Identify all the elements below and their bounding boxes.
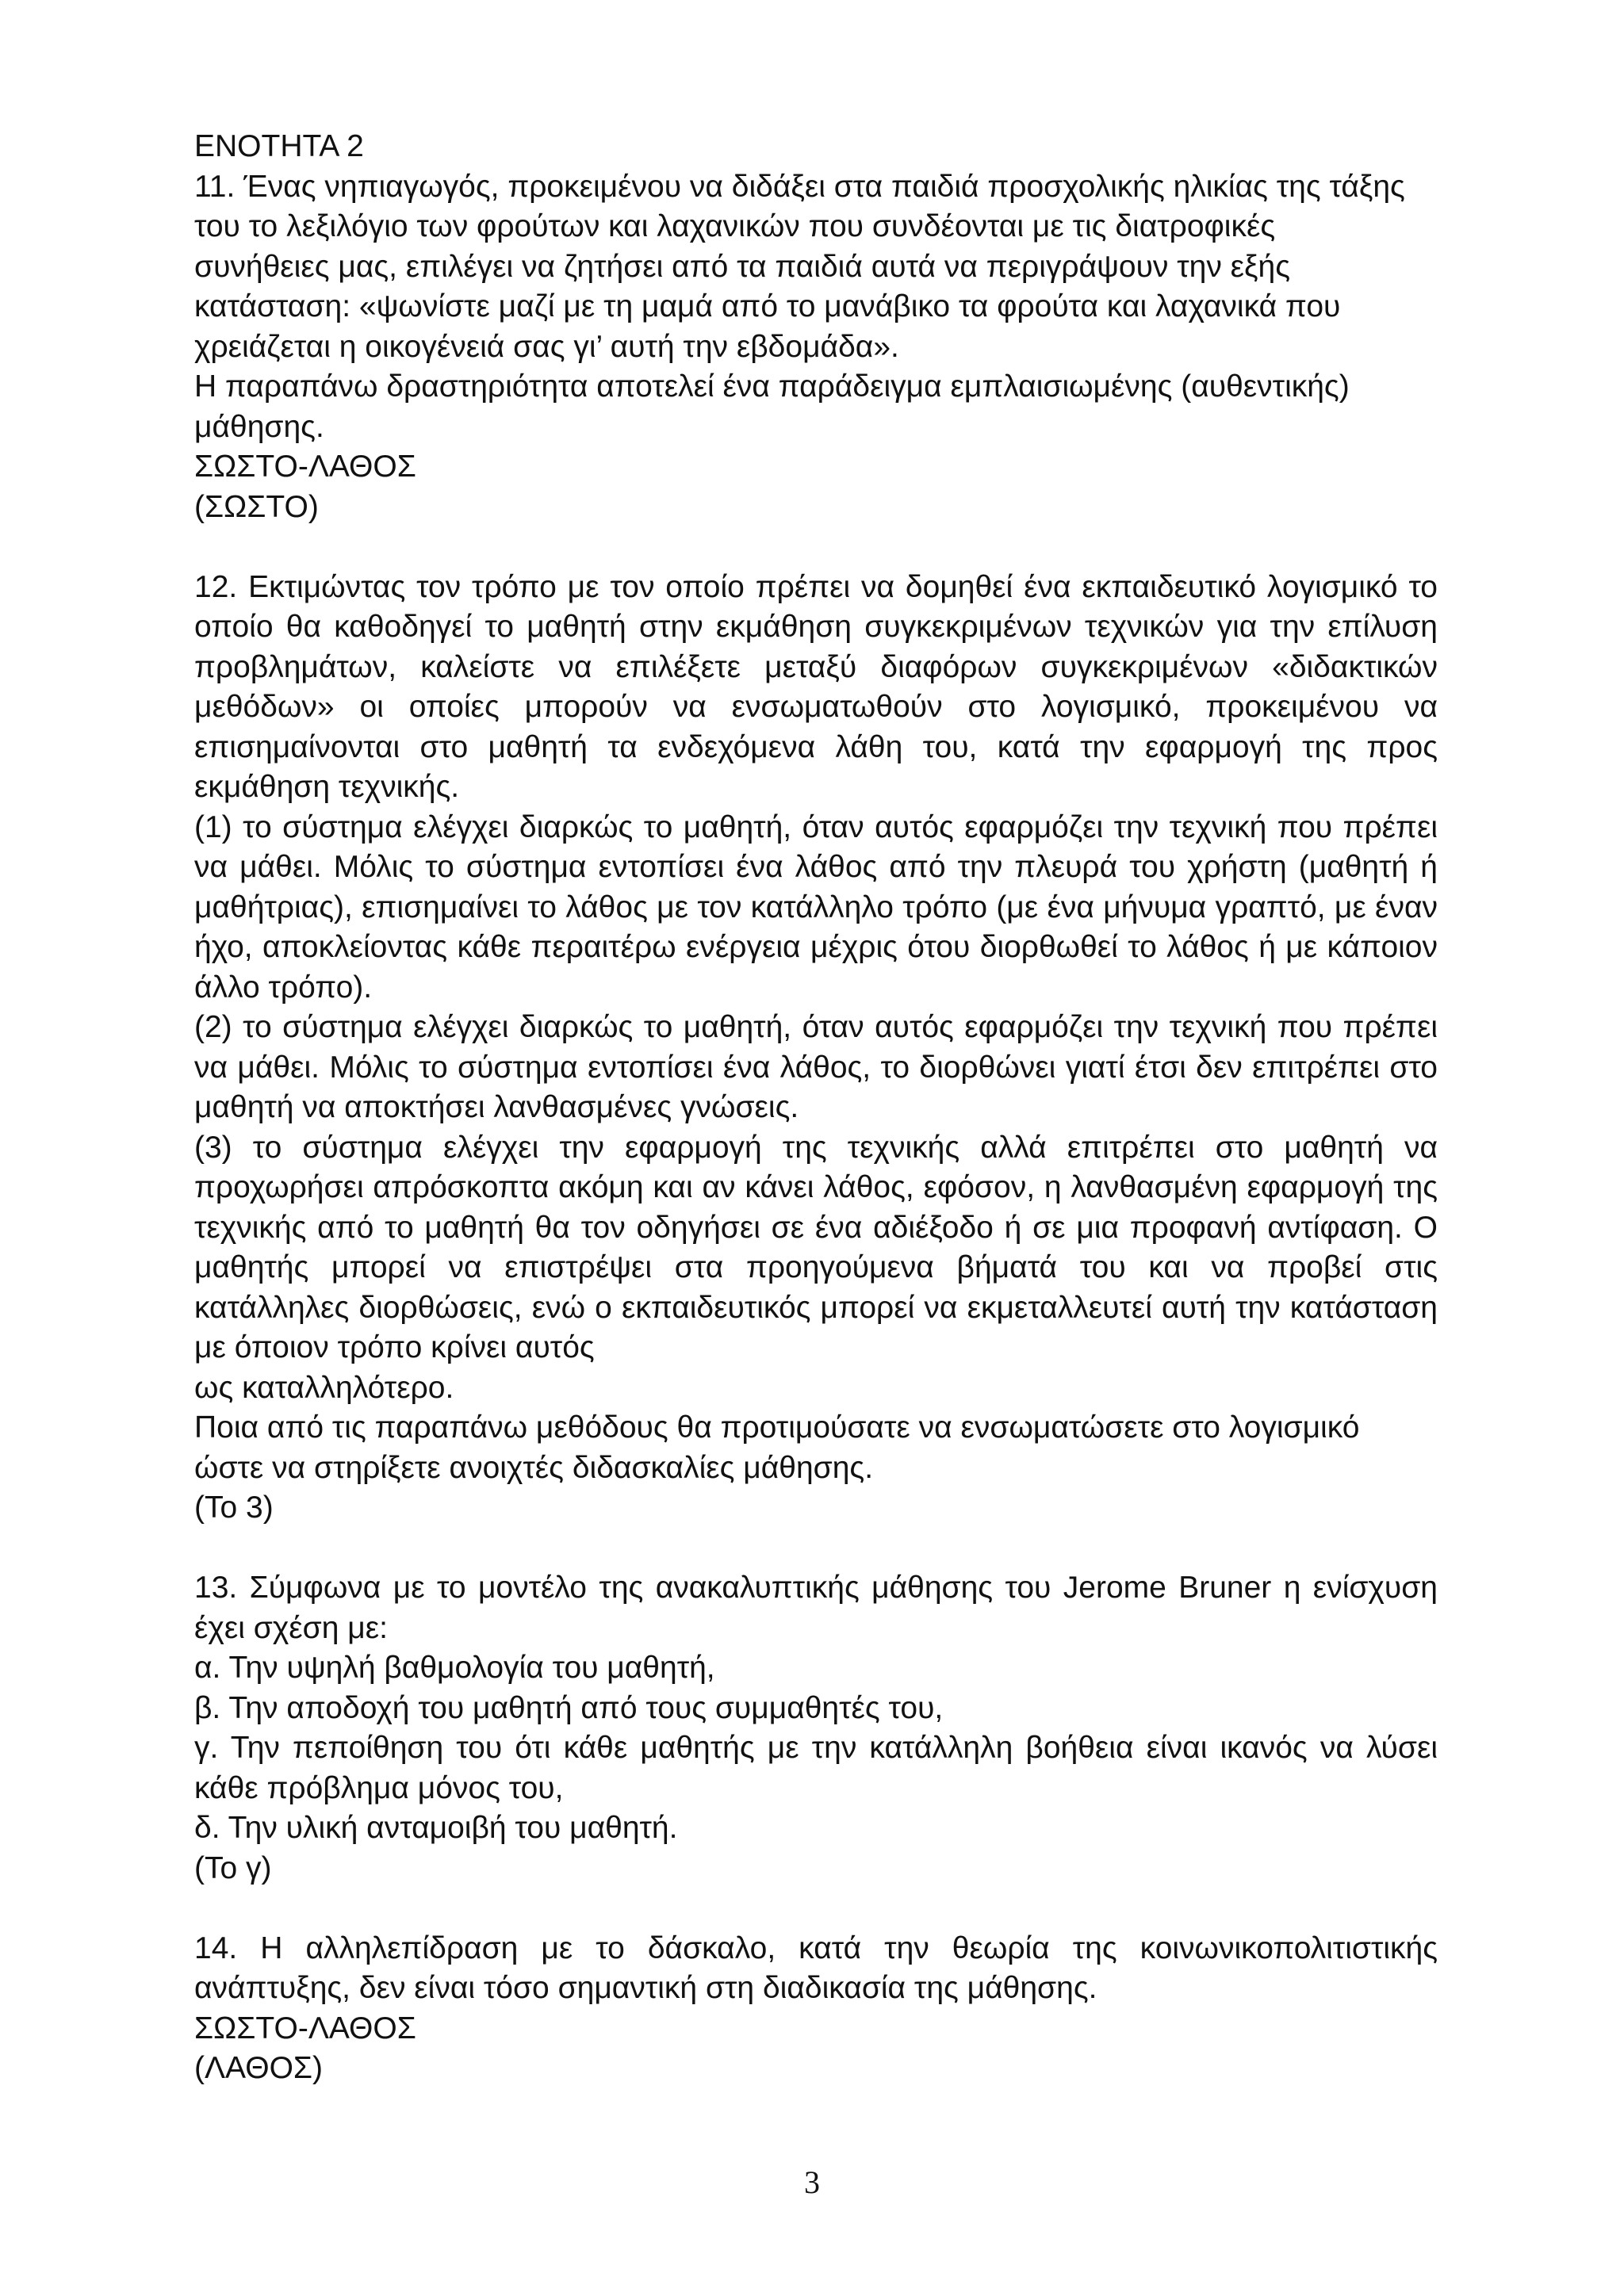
page-number: 3	[804, 2164, 820, 2200]
q11-options: ΣΩΣΤΟ-ΛΑΘΟΣ	[194, 450, 416, 484]
q11-line-4: κατάσταση: «ψωνίστε μαζί με τη μαμά από το μανάβικο τα φρούτα και λαχανικά που	[194, 289, 1341, 323]
q14-stem: 14. Η αλληλεπίδραση με το δάσκαλο, κατά την θεωρία της κοινωνικοπολιτιστικής ανάπτυξης, δεν είναι τόσο σημαντική στη διαδικασία της μάθησης.	[194, 1931, 1438, 2005]
q13-answer: (Το γ)	[194, 1850, 272, 1885]
q12-intro: 12. Εκτιμώντας τον τρόπο με τον οποίο πρέπει να δομηθεί ένα εκπαιδευτικό λογισμικό το οποίο θα καθοδηγεί το μαθητή στην εκμάθηση συγκεκριμένων τεχνικών για την επίλυση προβλημάτων, καλείστε να επιλέξετε μεταξύ διαφόρων συγκεκριμένων «διδακτικών μεθόδων» οι οποίες μπορούν να ενσωματωθούν στο λογισμικό, προκειμένου να επισημαίνονται στο μαθητή τα ενδεχόμενα λάθη του, κατά την εφαρμογή της προς εκμάθηση τεχνικής.	[194, 569, 1438, 804]
q12-method-3-end: ως καταλληλότερο.	[194, 1370, 454, 1405]
q14-options: ΣΩΣΤΟ-ΛΑΘΟΣ	[194, 2011, 416, 2045]
q11-line-7: μάθησης.	[194, 409, 324, 444]
question-14	[194, 1929, 1438, 2089]
q12-question-line-2: ώστε να στηρίξετε ανοιχτές διδασκαλίες μάθησης.	[194, 1450, 874, 1485]
q11-line-1: 11. Ένας νηπιαγωγός, προκειμένου να διδάξει στα παιδιά προσχολικής ηλικίας της τάξης	[194, 169, 1405, 204]
q13-option-d: δ. Την υλική ανταμοιβή του μαθητή.	[194, 1811, 678, 1845]
q13-option-a: α. Την υψηλή βαθμολογία του μαθητή,	[194, 1651, 715, 1685]
q12-method-1: (1) το σύστημα ελέγχει διαρκώς το μαθητή, όταν αυτός εφαρμόζει την τεχνική που πρέπει να μάθει. Μόλις το σύστημα εντοπίσει ένα λάθος από την πλευρά του χρήστη (μαθητή ή μαθήτριας), επισημαίνει το λάθος με τον κατάλληλο τρόπο (με ένα μήνυμα γραπτό, με έναν ήχο, αποκλείοντας κάθε περαιτέρω ενέργεια μέχρις ότου διορθωθεί το λάθος ή με κάποιον άλλο τρόπο).	[194, 809, 1438, 1004]
q11-answer: (ΣΩΣΤΟ)	[194, 489, 319, 524]
spacer	[194, 1529, 1438, 1569]
q13-stem: 13. Σύμφωνα με το μοντέλο της ανακαλυπτικής μάθησης του Jerome Bruner η ενίσχυση έχει σχέση με:	[194, 1571, 1438, 1645]
q13-option-c: γ. Την πεποίθηση του ότι κάθε μαθητής με την κατάλληλη βοήθεια είναι ικανός να λύσει κάθε πρόβλημα μόνος του,	[194, 1731, 1438, 1805]
question-13	[194, 1568, 1438, 1888]
spacer	[194, 527, 1438, 568]
question-12	[194, 568, 1438, 1529]
question-11	[194, 167, 1438, 528]
q11-line-5: χρειάζεται η οικογένειά σας γι’ αυτή την εβδομάδα».	[194, 329, 899, 364]
q11-line-6: Η παραπάνω δραστηριότητα αποτελεί ένα παράδειγμα εμπλαισιωμένης (αυθεντικής)	[194, 369, 1350, 404]
q12-question-line-1: Ποια από τις παραπάνω μεθόδους θα προτιμούσατε να ενσωματώσετε στο λογισμικό	[194, 1410, 1360, 1445]
q11-line-2: του το λεξιλόγιο των φρούτων και λαχανικών που συνδέονται με τις διατροφικές	[194, 209, 1276, 243]
section-heading: ΕΝΟΤΗΤΑ 2	[194, 129, 364, 163]
spacer	[194, 1888, 1438, 1929]
q14-answer: (ΛΑΘΟΣ)	[194, 2051, 323, 2085]
q12-method-2: (2) το σύστημα ελέγχει διαρκώς το μαθητή, όταν αυτός εφαρμόζει την τεχνική που πρέπει να μάθει. Μόλις το σύστημα εντοπίσει ένα λάθος, το διορθώνει γιατί έτσι δεν επιτρέπει στο μαθητή να αποκτήσει λανθασμένες γνώσεις.	[194, 1010, 1438, 1124]
q11-line-3: συνήθειες μας, επιλέγει να ζητήσει από τα παιδιά αυτά να περιγράψουν την εξής	[194, 249, 1291, 284]
q12-method-3: (3) το σύστημα ελέγχει την εφαρμογή της τεχνικής αλλά επιτρέπει στο μαθητή να προχωρήσει απρόσκοπτα ακόμη και αν κάνει λάθος, εφόσον, η λανθασμένη εφαρμογή της τεχνικής από το μαθητή θα τον οδηγήσει σε ένα αδιέξοδο ή σε μια προφανή αντίφαση. Ο μαθητής μπορεί να επιστρέψει στα προηγούμενα βήματά του και να προβεί στις κατάλληλες διορθώσεις, ενώ ο εκπαιδευτικός μπορεί να εκμεταλλευτεί αυτή την κατάσταση με όποιον τρόπο κρίνει αυτός	[194, 1130, 1438, 1364]
q13-option-b: β. Την αποδοχή του μαθητή από τους συμμαθητές του,	[194, 1690, 944, 1725]
document-page	[194, 127, 1438, 2089]
q12-answer: (Το 3)	[194, 1490, 274, 1525]
